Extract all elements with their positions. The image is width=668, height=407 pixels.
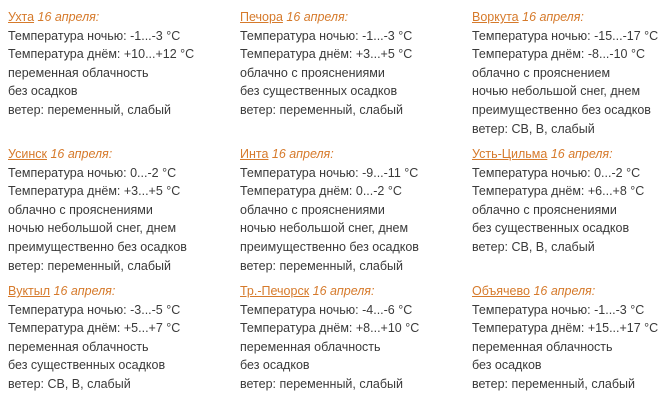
card-header: [472, 145, 668, 164]
city-link-ukhta[interactable]: Ухта: [8, 10, 35, 24]
wind: ветер: переменный, слабый: [8, 102, 171, 117]
night-temperature: Температура ночью: -1...-3 °C: [8, 28, 181, 43]
wind: ветер: переменный, слабый: [240, 376, 403, 391]
precipitation: без осадков: [8, 84, 78, 99]
cloudiness: облачно с прояснениями: [472, 202, 617, 217]
precipitation-night: ночью небольшой снег, днем: [240, 221, 409, 236]
wind: ветер: СВ, В, слабый: [472, 121, 595, 136]
day-temperature: Температура днём: 0...-2 °C: [240, 184, 402, 199]
precipitation-night: ночью небольшой снег, днем: [472, 84, 641, 99]
wind: ветер: переменный, слабый: [240, 258, 403, 273]
night-temperature: Температура ночью: -4...-6 °C: [240, 302, 413, 317]
precipitation: без существенных осадков: [240, 84, 398, 99]
day-temperature: Температура днём: +10...+12 °C: [8, 47, 195, 62]
forecast-card-inta: [240, 145, 460, 275]
night-temperature: Температура ночью: -1...-3 °C: [472, 302, 645, 317]
cloudiness: облачно с прояснениями: [240, 65, 385, 80]
forecast-date: 16 апреля:: [53, 284, 116, 298]
day-temperature: Температура днём: +6...+8 °C: [472, 184, 645, 199]
precipitation: без осадков: [240, 358, 310, 373]
cloudiness: облачно с прояснениями: [240, 202, 385, 217]
day-temperature: Температура днём: -8...-10 °C: [472, 47, 645, 62]
forecast-card-usinsk: [8, 145, 228, 275]
night-temperature: Температура ночью: -1...-3 °C: [240, 28, 413, 43]
card-header: [8, 145, 228, 164]
city-link-ust-tsilma[interactable]: Усть-Цильма: [472, 147, 548, 161]
wind: ветер: переменный, слабый: [472, 376, 635, 391]
precipitation-day: преимущественно без осадков: [8, 239, 187, 254]
night-temperature: Температура ночью: 0...-2 °C: [8, 165, 177, 180]
city-link-pechora[interactable]: Печора: [240, 10, 283, 24]
city-link-usinsk[interactable]: Усинск: [8, 147, 47, 161]
city-link-inta[interactable]: Инта: [240, 147, 269, 161]
cloudiness: облачно с прояснением: [472, 65, 611, 80]
cloudiness: переменная облачность: [472, 339, 613, 354]
night-temperature: Температура ночью: -15...-17 °C: [472, 28, 659, 43]
precipitation: без осадков: [472, 358, 542, 373]
cloudiness: переменная облачность: [8, 65, 149, 80]
card-header: [240, 145, 460, 164]
night-temperature: Температура ночью: 0...-2 °C: [472, 165, 641, 180]
cloudiness: облачно с прояснениями: [8, 202, 153, 217]
card-header: [240, 282, 460, 301]
forecast-date: 16 апреля:: [533, 284, 596, 298]
precipitation: без существенных осадков: [472, 221, 630, 236]
forecast-date: 16 апреля:: [37, 10, 100, 24]
precipitation-night: ночью небольшой снег, днем: [8, 221, 177, 236]
precipitation-day: преимущественно без осадков: [472, 102, 651, 117]
wind: ветер: переменный, слабый: [8, 258, 171, 273]
city-link-obyachevo[interactable]: Объячево: [472, 284, 530, 298]
card-header: [8, 282, 228, 301]
city-link-tr-pechorsk[interactable]: Тр.-Печорск: [240, 284, 310, 298]
forecast-card-vorkuta: [472, 8, 668, 138]
forecast-date: 16 апреля:: [50, 147, 113, 161]
card-header: [8, 8, 228, 27]
forecast-card-tr-pechorsk: [240, 282, 460, 394]
forecast-date: 16 апреля:: [286, 10, 349, 24]
day-temperature: Температура днём: +3...+5 °C: [8, 184, 181, 199]
day-temperature: Температура днём: +8...+10 °C: [240, 321, 420, 336]
cloudiness: переменная облачность: [8, 339, 149, 354]
night-temperature: Температура ночью: -9...-11 °C: [240, 165, 419, 180]
forecast-card-obyachevo: [472, 282, 668, 394]
forecast-date: 16 апреля:: [522, 10, 584, 24]
city-link-vuktyl[interactable]: Вуктыл: [8, 284, 51, 298]
card-header: [472, 282, 668, 301]
forecast-date: 16 апреля:: [550, 147, 613, 161]
forecast-card-ukhta: [8, 8, 228, 120]
forecast-date: 16 апреля:: [271, 147, 334, 161]
day-temperature: Температура днём: +5...+7 °C: [8, 321, 181, 336]
precipitation: без существенных осадков: [8, 358, 166, 373]
wind: ветер: СВ, В, слабый: [8, 376, 131, 391]
city-link-vorkuta[interactable]: Воркута: [472, 10, 519, 24]
forecast-date: 16 апреля:: [312, 284, 375, 298]
forecast-card-vuktyl: [8, 282, 228, 394]
wind: ветер: переменный, слабый: [240, 102, 403, 117]
day-temperature: Температура днём: +15...+17 °C: [472, 321, 659, 336]
card-header: [472, 8, 668, 27]
card-header: [240, 8, 460, 27]
cloudiness: переменная облачность: [240, 339, 381, 354]
night-temperature: Температура ночью: -3...-5 °C: [8, 302, 181, 317]
precipitation-day: преимущественно без осадков: [240, 239, 419, 254]
forecast-card-ust-tsilma: [472, 145, 668, 257]
day-temperature: Температура днём: +3...+5 °C: [240, 47, 413, 62]
wind: ветер: СВ, В, слабый: [472, 239, 595, 254]
forecast-card-pechora: [240, 8, 460, 120]
